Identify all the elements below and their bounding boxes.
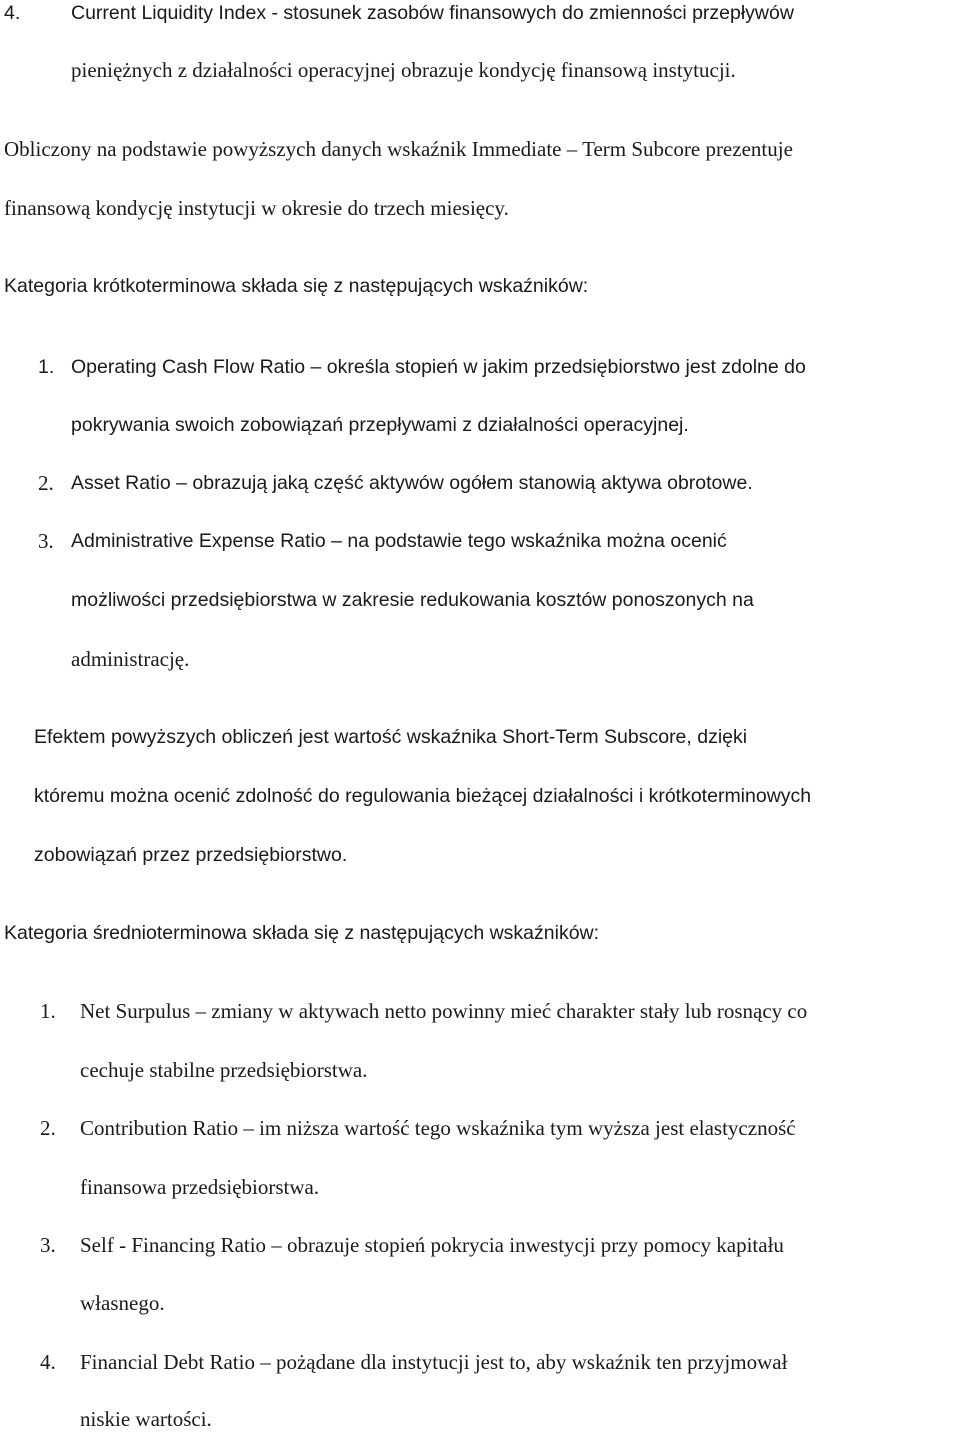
list-item-text: pieniężnych z działalności operacyjnej obrazuje kondycję finansową instytucji. bbox=[71, 58, 736, 82]
paragraph-line: zobowiązań przez przedsiębiorstwo. bbox=[34, 844, 348, 866]
list-item-number: 3. bbox=[40, 1233, 56, 1257]
list-item-text: możliwości przedsiębiorstwa w zakresie redukowania kosztów ponoszonych na bbox=[71, 589, 754, 611]
paragraph-line: finansową kondycję instytucji w okresie do trzech miesięcy. bbox=[4, 196, 509, 220]
list-item-text: Financial Debt Ratio – pożądane dla instytucji jest to, aby wskaźnik ten przyjmował bbox=[80, 1350, 788, 1374]
list-item-text: cechuje stabilne przedsiębiorstwa. bbox=[80, 1058, 368, 1082]
list-item-text: Current Liquidity Index - stosunek zasobów finansowych do zmienności przepływów bbox=[71, 2, 794, 24]
list-item-number: 1. bbox=[40, 999, 56, 1023]
paragraph-line: któremu można ocenić zdolność do regulowania bieżącej działalności i krótkoterminowych bbox=[34, 785, 812, 807]
list-item-text: finansowa przedsiębiorstwa. bbox=[80, 1175, 320, 1199]
list-item-text: Operating Cash Flow Ratio – określa stopień w jakim przedsiębiorstwo jest zdolne do bbox=[71, 356, 806, 378]
section-heading: Kategoria średnioterminowa składa się z następujących wskaźników: bbox=[4, 922, 600, 944]
list-item-number: 2. bbox=[38, 471, 54, 495]
list-item-number: 3. bbox=[38, 529, 54, 553]
list-item-text: własnego. bbox=[80, 1291, 165, 1315]
paragraph-line: Obliczony na podstawie powyższych danych wskaźnik Immediate – Term Subcore prezentuje bbox=[4, 137, 793, 161]
list-item-text: pokrywania swoich zobowiązań przepływami z działalności operacyjnej. bbox=[71, 414, 689, 436]
list-item-text: Administrative Expense Ratio – na podstawie tego wskaźnika można ocenić bbox=[71, 530, 727, 552]
list-item-text: Asset Ratio – obrazują jaką część aktywów ogółem stanowią aktywa obrotowe. bbox=[71, 472, 753, 494]
section-heading: Kategoria krótkoterminowa składa się z następujących wskaźników: bbox=[4, 275, 589, 297]
list-item-text: Self - Financing Ratio – obrazuje stopień pokrycia inwestycji przy pomocy kapitału bbox=[80, 1233, 784, 1257]
list-item-number: 4. bbox=[4, 2, 21, 24]
list-item-text: Net Surpulus – zmiany w aktywach netto powinny mieć charakter stały lub rosnący co bbox=[80, 999, 808, 1023]
list-item-number: 1. bbox=[38, 356, 55, 378]
list-item-text: administrację. bbox=[71, 647, 190, 671]
list-item-number: 4. bbox=[40, 1350, 56, 1374]
list-item-number: 2. bbox=[40, 1116, 56, 1140]
list-item-text: niskie wartości. bbox=[80, 1407, 212, 1431]
paragraph-line: Efektem powyższych obliczeń jest wartość wskaźnika Short-Term Subscore, dzięki bbox=[34, 726, 748, 748]
list-item-text: Contribution Ratio – im niższa wartość tego wskaźnika tym wyższa jest elastyczność bbox=[80, 1116, 796, 1140]
